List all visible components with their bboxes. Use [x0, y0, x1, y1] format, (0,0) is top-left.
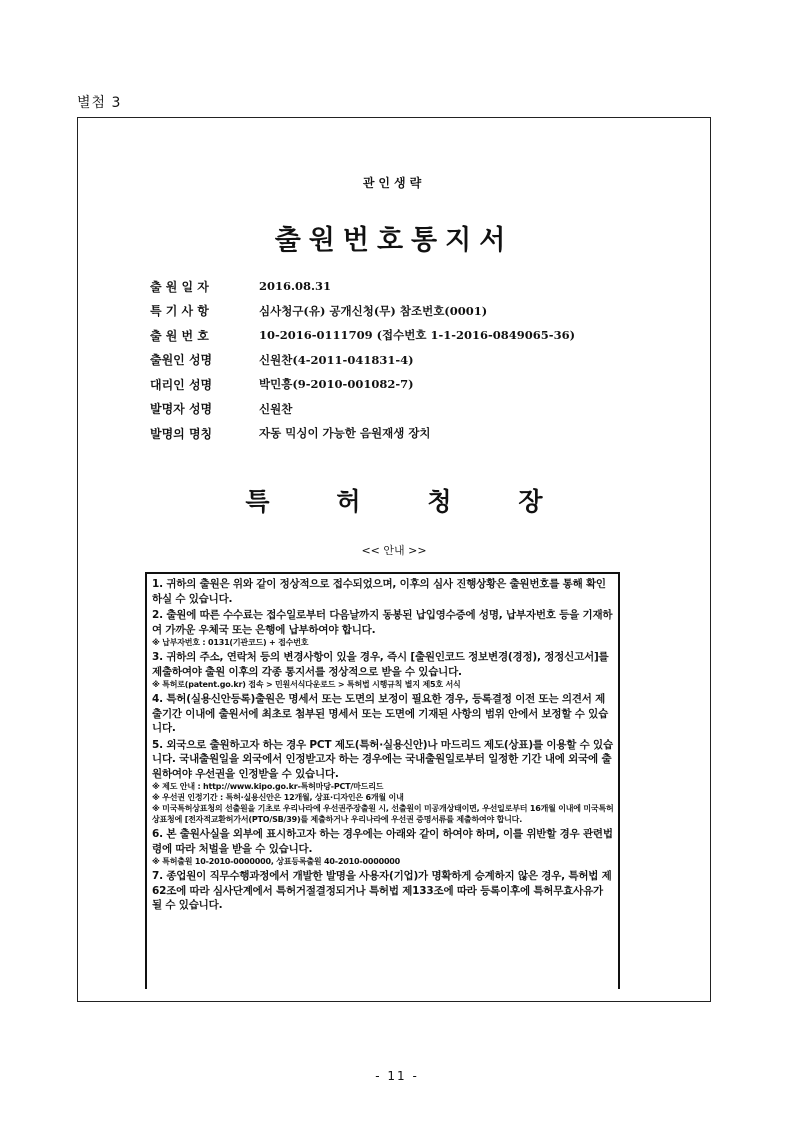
page-number: - 11 -: [375, 1069, 419, 1083]
guide-item-note: ※ 제도 안내 : http://www.kipo.go.kr-특허마당-PCT/마드리드: [152, 782, 384, 791]
guide-item-text: 6. 본 출원사실을 외부에 표시하고자 하는 경우에는 아래와 같이 하여야 하며, 이를 위반할 경우 관련법령에 따라 처벌을 받을 수 있습니다.: [152, 828, 613, 855]
field-label: 특 기 사 항: [150, 304, 209, 319]
issuer-char: 특: [245, 487, 270, 516]
field-label: 발명의 명칭: [150, 426, 213, 441]
field-row: [150, 274, 670, 299]
field-label: 출 원 번 호: [150, 328, 209, 343]
field-row: [150, 348, 670, 373]
issuing-office: [78, 482, 710, 518]
field-label: 출 원 일 자: [150, 279, 209, 294]
guide-item-text: 2. 출원에 따른 수수료는 접수일로부터 다음날까지 동봉된 납입영수증에 성명, 납부자번호 등을 기재하여 가까운 우체국 또는 은행에 납부하여야 합니다.: [152, 609, 613, 636]
guide-item-note: ※ 특허로(patent.go.kr) 접속 > 민원서식다운로드 > 특허법 시행규칙 별지 제5호 서식: [152, 680, 461, 689]
field-label: 출원인 성명: [150, 353, 213, 368]
field-value: 박민흥(9-2010-001082-7): [259, 377, 414, 392]
guide-item: [152, 608, 614, 648]
guide-item: [152, 827, 614, 867]
field-row: [150, 397, 670, 422]
seal-omitted-note: 관인생략: [362, 176, 426, 190]
document-title: 출원번호통지서: [274, 225, 514, 256]
guide-item-note: ※ 미국특허상표청의 선출원을 기초로 우리나라에 우선권주장출원 시, 선출원이 미공개상태이면, 우선일로부터 16개월 이내에 미국특허상표청에 [전자적교환허가서(PTO/SB/39)를 제출하거나 우리나라에 우선권 증명서류를 제출하여야 합니다.: [152, 804, 614, 824]
guide-box: [145, 572, 620, 989]
annex-label: 별첨 3: [77, 95, 122, 111]
guide-item: [152, 692, 614, 736]
issuer-char: 청: [427, 487, 452, 516]
field-value: 2016.08.31: [259, 279, 332, 294]
field-value: 심사청구(유) 공개신청(무) 참조번호(0001): [259, 303, 488, 318]
field-row: [150, 372, 670, 397]
field-value: 신원찬: [259, 401, 293, 416]
guide-item-text: 1. 귀하의 출원은 위와 같이 정상적으로 접수되었으며, 이후의 심사 진행상황은 출원번호를 통해 확인하실 수 있습니다.: [152, 578, 606, 605]
field-row: [150, 299, 670, 324]
field-label: 발명자 성명: [150, 402, 213, 417]
guide-item-note: ※ 납부자번호 : 0131(기관코드) + 접수번호: [152, 638, 309, 647]
field-value: 자동 믹싱이 가능한 음원재생 장치: [259, 426, 431, 441]
guide-item: [152, 577, 614, 606]
issuer-char: 허: [336, 487, 361, 516]
field-row: [150, 421, 670, 446]
application-fields: [150, 274, 670, 446]
guide-item-text: 4. 특허(실용신안등록)출원은 명세서 또는 도면의 보정이 필요한 경우, 등록결정 이전 또는 의견서 제출기간 이내에 출원서에 최초로 첨부된 명세서 또는 도면에 기재된 사항의 범위 안에서 보정할 수 있습니다.: [152, 693, 609, 734]
guide-item: [152, 869, 614, 913]
guide-heading: << 안내 >>: [361, 544, 427, 557]
guide-item-note: ※ 특허출원 10-2010-0000000, 상표등록출원 40-2010-0000000: [152, 857, 401, 866]
guide-item-text: 5. 외국으로 출원하고자 하는 경우 PCT 제도(특허·실용신안)나 마드리드 제도(상표)를 이용할 수 있습니다. 국내출원일을 외국에서 인정받고자 하는 경우에는 국내출원일로부터 일정한 기간 내에 외국에 출원하여야 우선권을 인정받을 수 있습니다.: [152, 738, 613, 780]
guide-item-text: 3. 귀하의 주소, 연락처 등의 변경사항이 있을 경우, 즉시 [출원인코드 정보변경(경정), 정정신고서]를 제출하여야 출원 이후의 각종 통지서를 정상적으로 받을 수 있습니다.: [152, 651, 609, 678]
guide-item: [152, 650, 614, 690]
issuer-char: 장: [518, 487, 543, 516]
guide-item-text: 7. 종업원이 직무수행과정에서 개발한 발명을 사용자(기업)가 명확하게 승계하지 않은 경우, 특허법 제62조에 따라 심사단계에서 특허거절결정되거나 특허법 제133조에 따라 등록이후에 특허무효사유가 될 수 있습니다.: [152, 870, 612, 911]
field-row: [150, 323, 670, 348]
guide-item-note: ※ 우선권 인정기간 : 특허·실용신안은 12개월, 상표·디자인은 6개월 이내: [152, 793, 404, 802]
guide-item: [152, 738, 614, 826]
field-value: 신원찬(4-2011-041831-4): [259, 352, 414, 367]
field-value: 10-2016-0111709 (접수번호 1-1-2016-0849065-36): [259, 328, 576, 343]
field-label: 대리인 성명: [150, 377, 213, 392]
notice-document-frame: [77, 117, 711, 1002]
